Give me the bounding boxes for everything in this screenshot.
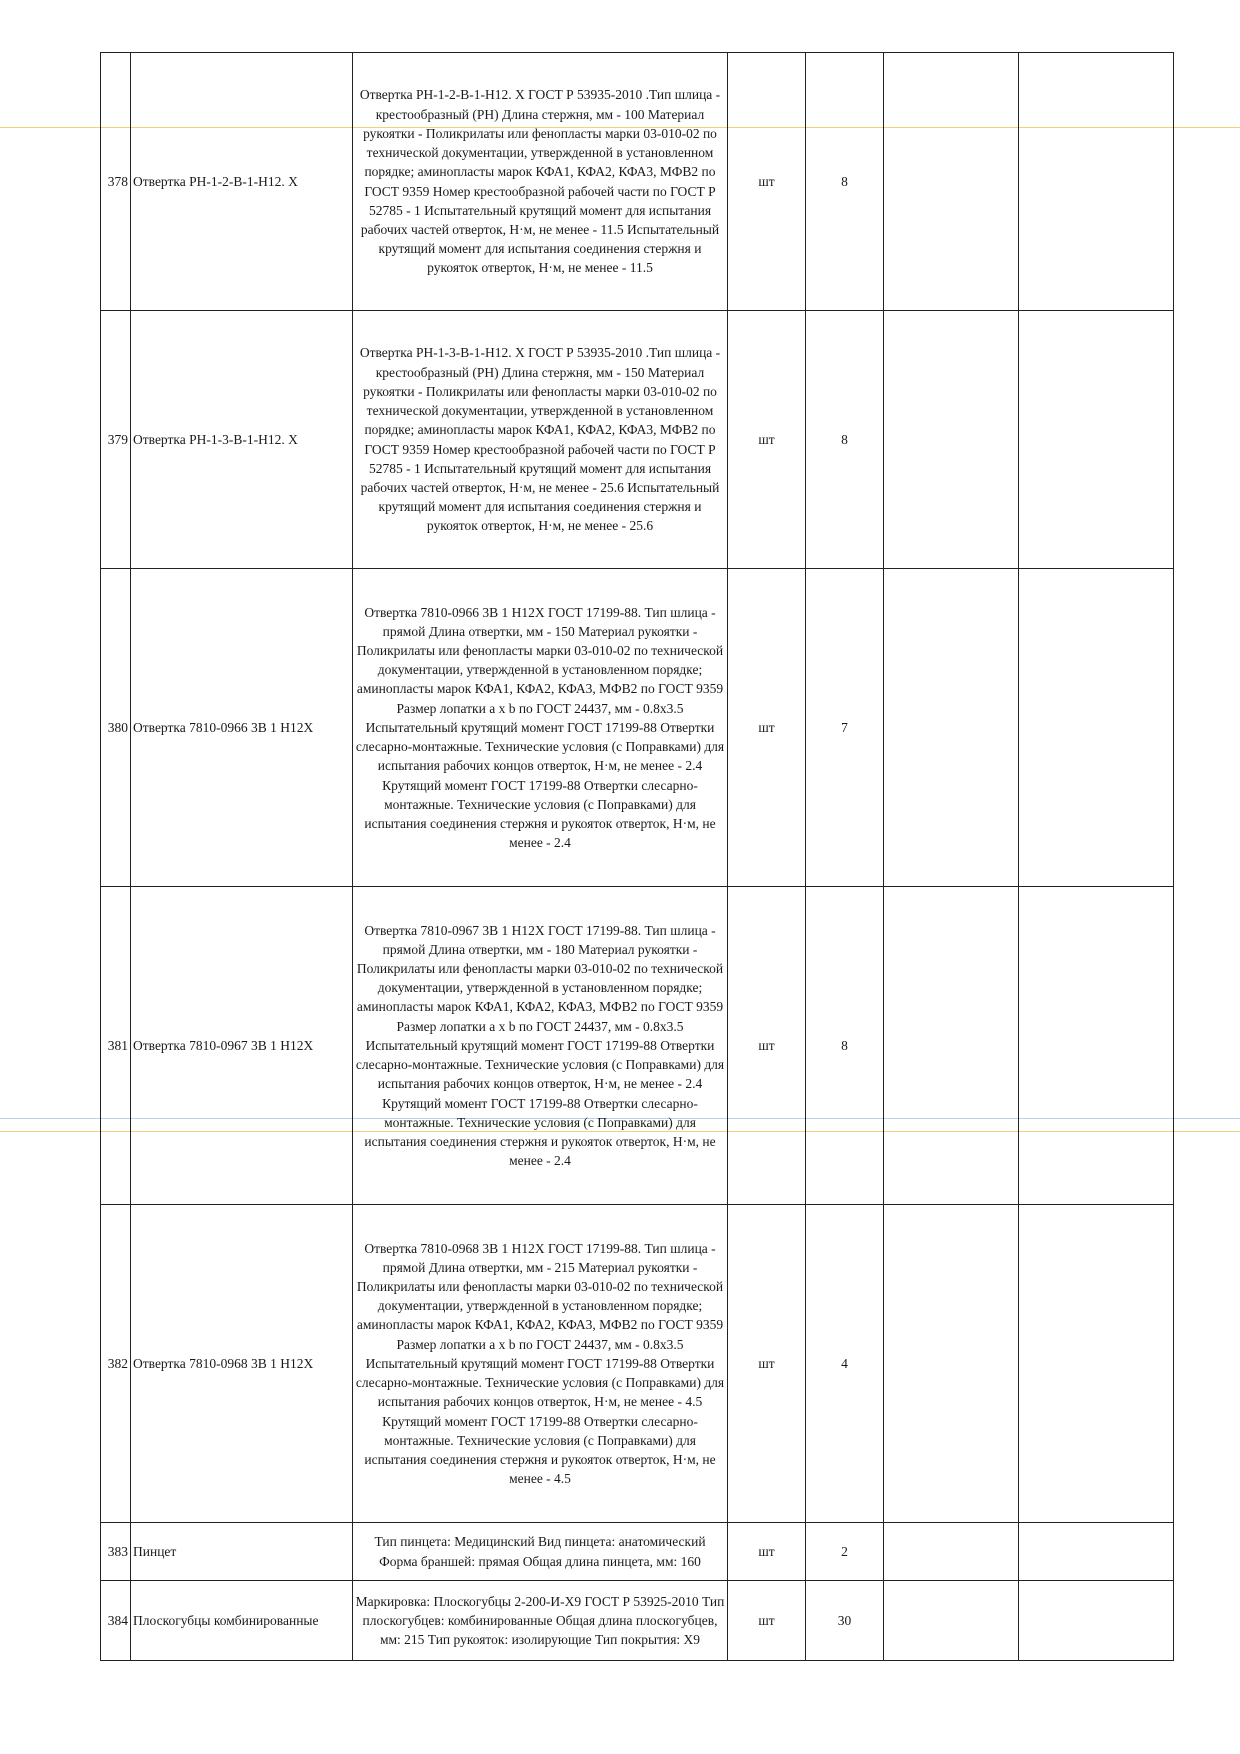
item-name: Отвертка PH-1-2-В-1-Н12. Х xyxy=(131,53,353,311)
empty-cell xyxy=(884,1205,1019,1523)
empty-cell xyxy=(1019,53,1174,311)
empty-cell xyxy=(1019,569,1174,887)
empty-cell xyxy=(1019,887,1174,1205)
empty-cell xyxy=(1019,311,1174,569)
empty-cell xyxy=(1019,1581,1174,1661)
item-unit: шт xyxy=(728,887,806,1205)
table-row xyxy=(101,311,1174,569)
item-quantity: 7 xyxy=(806,569,884,887)
row-number: 383 xyxy=(101,1523,131,1581)
item-name: Отвертка 7810-0968 3В 1 Н12Х xyxy=(131,1205,353,1523)
item-description: Маркировка: Плоскогубцы 2-200-И-Х9 ГОСТ Р 53925-2010 Тип плоскогубцев: комбинированные Общая длина плоскогубцев, мм: 215 Тип рукояток: изолирующие Тип покрытия: Х9 xyxy=(353,1581,728,1661)
item-quantity: 8 xyxy=(806,887,884,1205)
item-description: Тип пинцета: Медицинский Вид пинцета: анатомический Форма браншей: прямая Общая длина пинцета, мм: 160 xyxy=(353,1523,728,1581)
row-number: 380 xyxy=(101,569,131,887)
table-row xyxy=(101,53,1174,311)
empty-cell xyxy=(884,1581,1019,1661)
empty-cell xyxy=(884,569,1019,887)
item-name: Отвертка 7810-0967 3В 1 Н12Х xyxy=(131,887,353,1205)
item-quantity: 30 xyxy=(806,1581,884,1661)
item-quantity: 8 xyxy=(806,53,884,311)
item-unit: шт xyxy=(728,53,806,311)
item-quantity: 4 xyxy=(806,1205,884,1523)
item-name: Отвертка 7810-0966 3В 1 Н12Х xyxy=(131,569,353,887)
empty-cell xyxy=(1019,1205,1174,1523)
empty-cell xyxy=(884,311,1019,569)
empty-cell xyxy=(884,1523,1019,1581)
item-quantity: 8 xyxy=(806,311,884,569)
row-number: 379 xyxy=(101,311,131,569)
item-unit: шт xyxy=(728,311,806,569)
item-description: Отвертка PH-1-3-В-1-Н12. Х ГОСТ Р 53935-2010 .Тип шлица - крестообразный (PH) Длина стержня, мм - 150 Материал рукоятки - Поликрилаты или фенопласты марки 03-010-02 по технической документации, утвержденной в установленном порядке; аминопласты марок КФА1, КФА2, КФА3, МФВ2 по ГОСТ 9359 Номер крестообразной рабочей части по ГОСТ Р 52785 - 1 Испытательный крутящий момент для испытания рабочих частей отверток, Н·м, не менее - 25.6 Испытательный крутящий момент для испытания соединения стержня и рукояток отверток, Н·м, не менее - 25.6 xyxy=(353,311,728,569)
item-description: Отвертка 7810-0966 3В 1 Н12Х ГОСТ 17199-88. Тип шлица - прямой Длина отвертки, мм - 150 Материал рукоятки - Поликрилаты или фенопласты марки 03-010-02 по технической документации, утвержденной в установленном порядке; аминопласты марок КФА1, КФА2, КФА3, МФВ2 по ГОСТ 9359 Размер лопатки a x b по ГОСТ 24437, мм - 0.8x3.5 Испытательный крутящий момент ГОСТ 17199-88 Отвертки слесарно-монтажные. Технические условия (с Поправками) для испытания рабочих концов отверток, Н·м, не менее - 2.4 Крутящий момент ГОСТ 17199-88 Отвертки слесарно-монтажные. Технические условия (с Поправками) для испытания соединения стержня и рукояток отверток, Н·м, не менее - 2.4 xyxy=(353,569,728,887)
item-name: Плоскогубцы комбинированные xyxy=(131,1581,353,1661)
item-quantity: 2 xyxy=(806,1523,884,1581)
item-name: Пинцет xyxy=(131,1523,353,1581)
item-unit: шт xyxy=(728,1581,806,1661)
row-number: 382 xyxy=(101,1205,131,1523)
item-description: Отвертка PH-1-2-В-1-Н12. Х ГОСТ Р 53935-2010 .Тип шлица - крестообразный (PH) Длина стержня, мм - 100 Материал рукоятки - Поликрилаты или фенопласты марки 03-010-02 по технической документации, утвержденной в установленном порядке; аминопласты марок КФА1, КФА2, КФА3, МФВ2 по ГОСТ 9359 Номер крестообразной рабочей части по ГОСТ Р 52785 - 1 Испытательный крутящий момент для испытания рабочих частей отверток, Н·м, не менее - 11.5 Испытательный крутящий момент для испытания соединения стержня и рукояток отверток, Н·м, не менее - 11.5 xyxy=(353,53,728,311)
table-row xyxy=(101,1205,1174,1523)
table-row xyxy=(101,887,1174,1205)
item-description: Отвертка 7810-0967 3В 1 Н12Х ГОСТ 17199-88. Тип шлица - прямой Длина отвертки, мм - 180 Материал рукоятки - Поликрилаты или фенопласты марки 03-010-02 по технической документации, утвержденной в установленном порядке; аминопласты марок КФА1, КФА2, КФА3, МФВ2 по ГОСТ 9359 Размер лопатки a x b по ГОСТ 24437, мм - 0.8x3.5 Испытательный крутящий момент ГОСТ 17199-88 Отвертки слесарно-монтажные. Технические условия (с Поправками) для испытания рабочих концов отверток, Н·м, не менее - 2.4 Крутящий момент ГОСТ 17199-88 Отвертки слесарно-монтажные. Технические условия (с Поправками) для испытания соединения стержня и рукояток отверток, Н·м, не менее - 2.4 xyxy=(353,887,728,1205)
row-number: 381 xyxy=(101,887,131,1205)
item-description: Отвертка 7810-0968 3В 1 Н12Х ГОСТ 17199-88. Тип шлица - прямой Длина отвертки, мм - 215 Материал рукоятки - Поликрилаты или фенопласты марки 03-010-02 по технической документации, утвержденной в установленном порядке; аминопласты марок КФА1, КФА2, КФА3, МФВ2 по ГОСТ 9359 Размер лопатки a x b по ГОСТ 24437, мм - 0.8x3.5 Испытательный крутящий момент ГОСТ 17199-88 Отвертки слесарно-монтажные. Технические условия (с Поправками) для испытания рабочих концов отверток, Н·м, не менее - 4.5 Крутящий момент ГОСТ 17199-88 Отвертки слесарно-монтажные. Технические условия (с Поправками) для испытания соединения стержня и рукояток отверток, Н·м, не менее - 4.5 xyxy=(353,1205,728,1523)
table-row xyxy=(101,1523,1174,1581)
item-unit: шт xyxy=(728,569,806,887)
empty-cell xyxy=(1019,1523,1174,1581)
row-number: 384 xyxy=(101,1581,131,1661)
table-row xyxy=(101,569,1174,887)
empty-cell xyxy=(884,53,1019,311)
table-row xyxy=(101,1581,1174,1661)
specification-table xyxy=(100,52,1174,1661)
item-name: Отвертка PH-1-3-В-1-Н12. Х xyxy=(131,311,353,569)
empty-cell xyxy=(884,887,1019,1205)
item-unit: шт xyxy=(728,1523,806,1581)
row-number: 378 xyxy=(101,53,131,311)
item-unit: шт xyxy=(728,1205,806,1523)
